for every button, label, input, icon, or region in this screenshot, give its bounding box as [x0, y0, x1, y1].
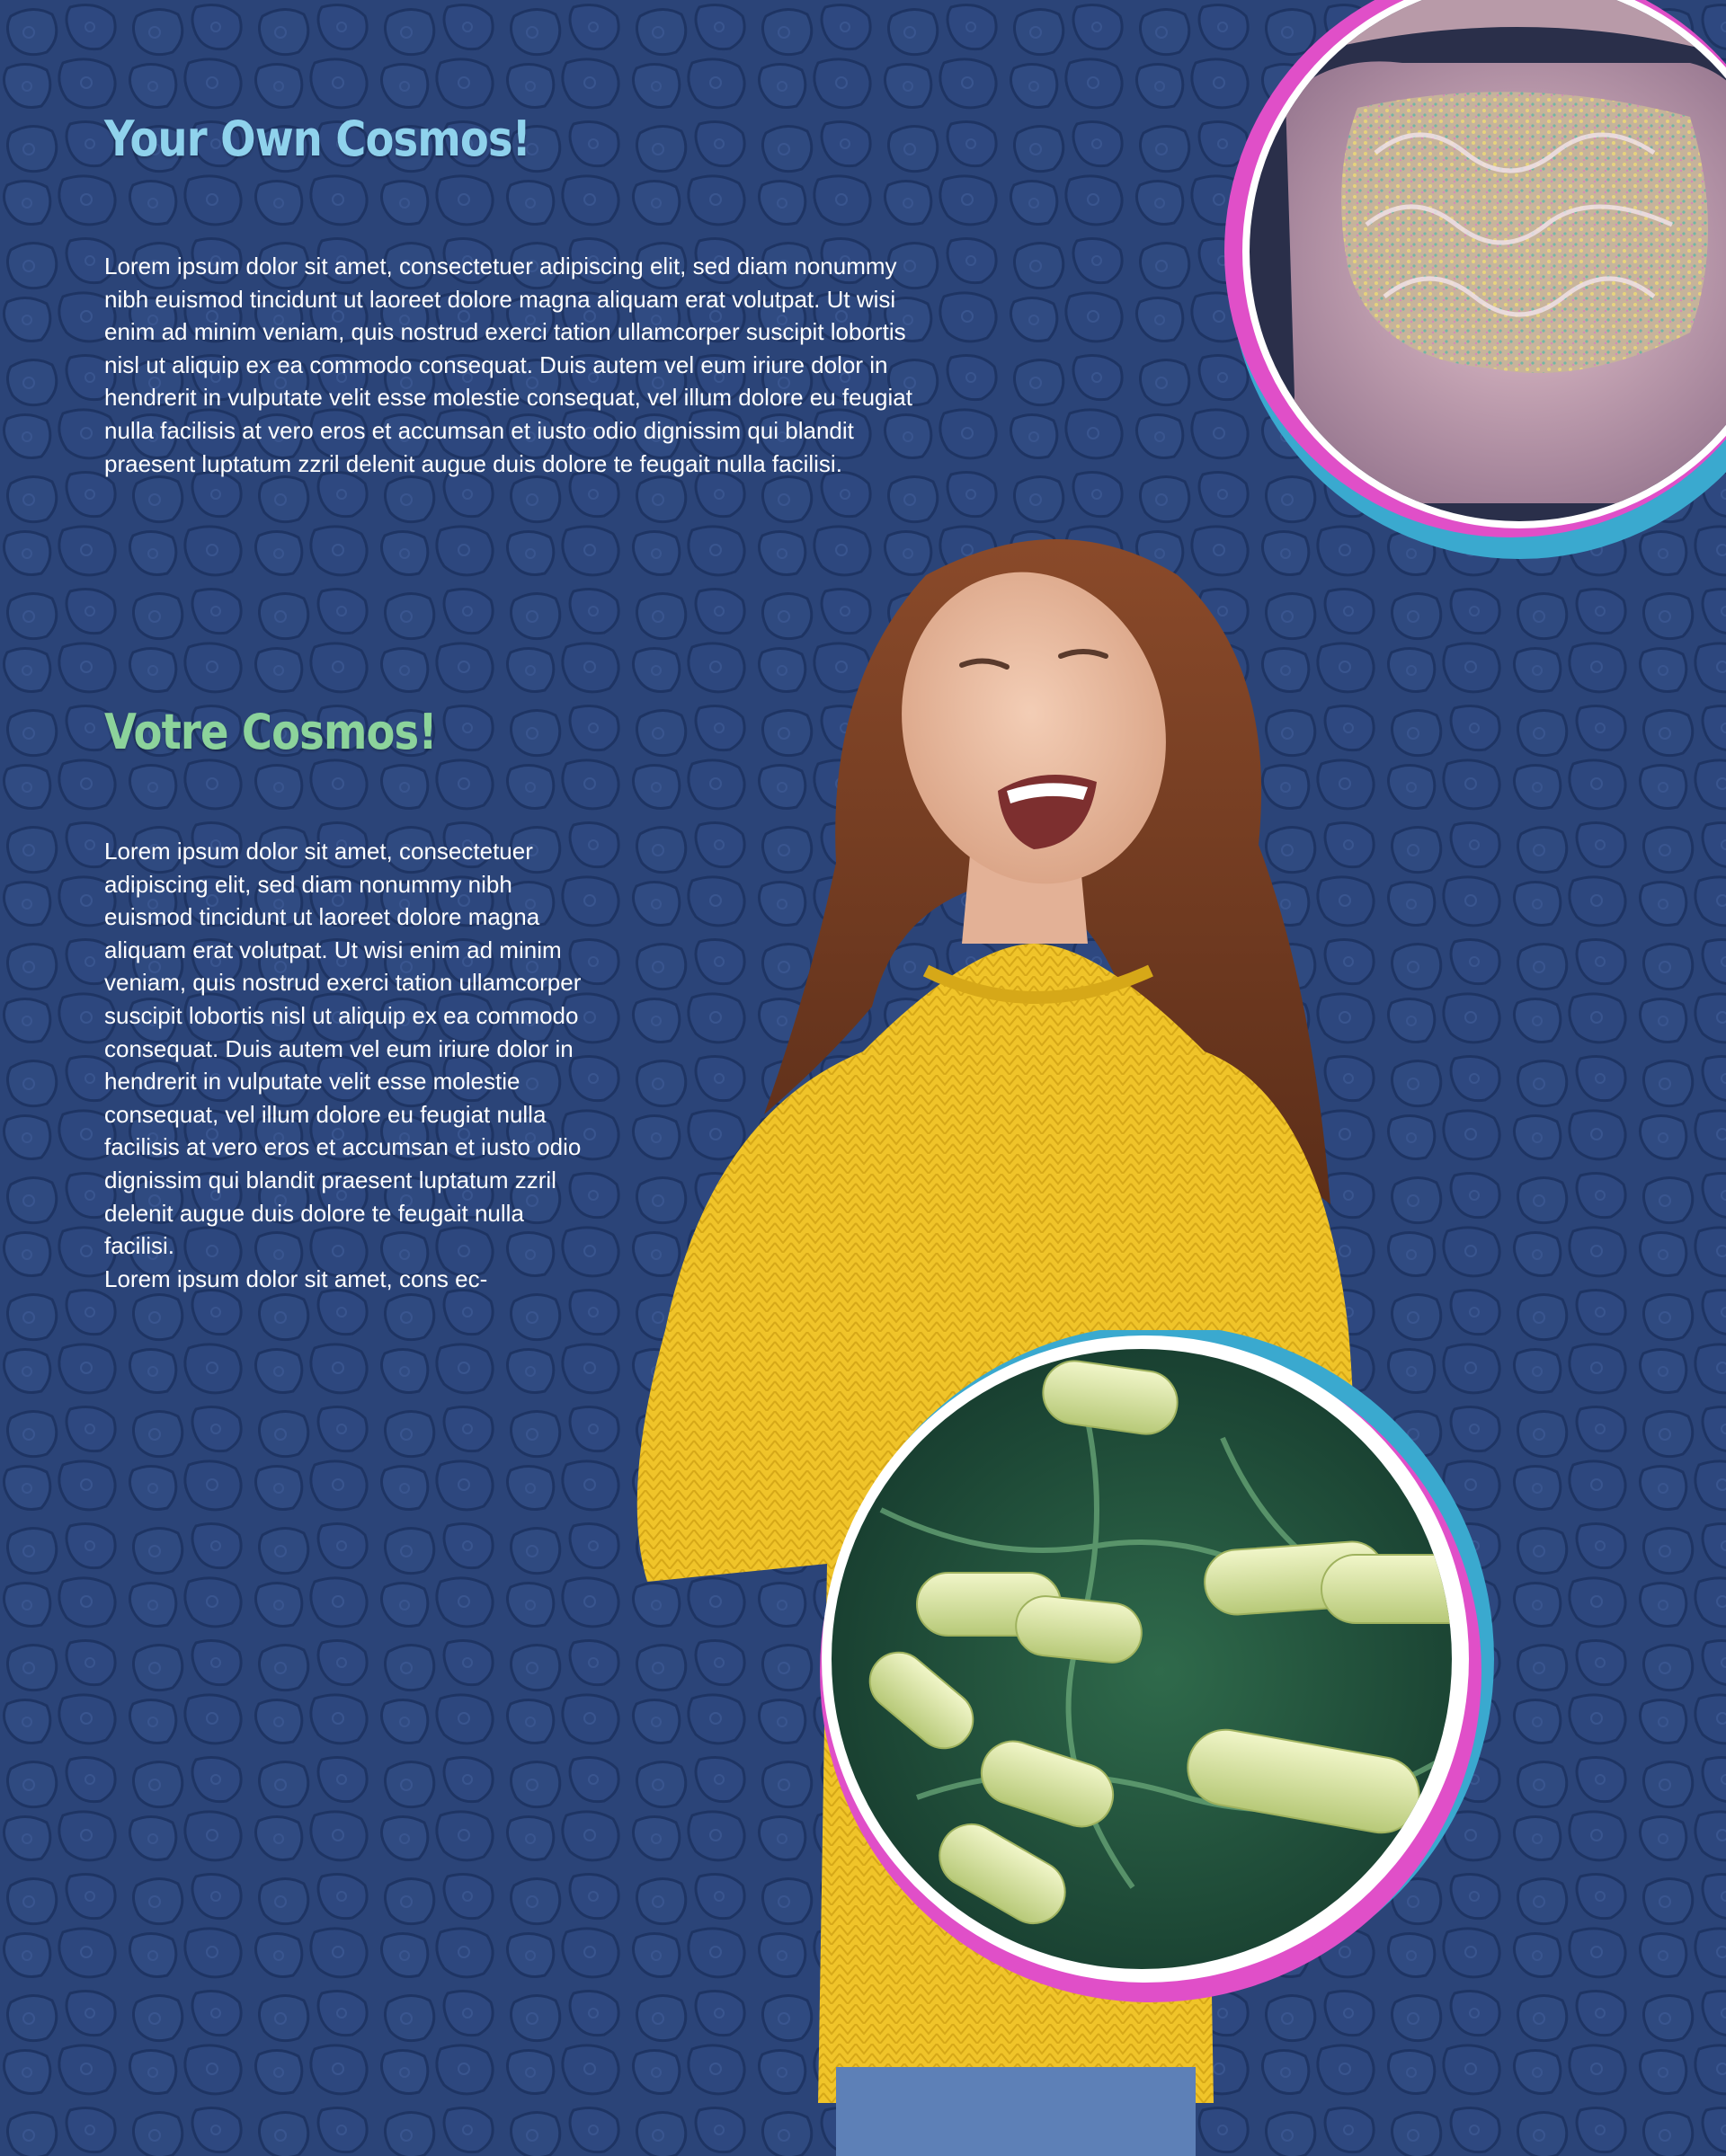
section-body-english: Lorem ipsum dolor sit amet, consectetuer adipiscing elit, sed diam nonummy nibh euismod tincidunt ut laoreet dolore magna aliquam erat volutpat. Ut wisi enim ad minim veniam, quis nostrud exerci tation ullamcorper suscipit lobortis nisl ut aliquip ex ea commodo consequat. Duis autem vel eum iriure dolor in hendrerit in vulputate velit esse molestie consequat, vel illum dolore eu feugiat nulla facilisis at vero eros et accumsan et iusto odio dignissim qui blandit praesent luptatum zzril delenit augue duis dolore te feugait nulla facilisi. — [104, 253, 912, 477]
section-heading-french: Votre Cosmos! — [104, 704, 437, 760]
intestine-illustration — [1223, 0, 1726, 575]
section-heading-english: Your Own Cosmos! — [104, 111, 531, 167]
bacteria-illustration — [809, 1330, 1510, 2013]
section-body-french: Lorem ipsum dolor sit amet, consectetuer adipiscing elit, sed diam nonummy nibh euismod tincidunt ut laoreet dolore magna aliquam erat volutpat. Ut wisi enim ad minim veniam, quis nostrud exerci tation ullamcorper suscipit lobortis nisl ut aliquip ex ea commodo consequat. Duis autem vel eum iriure dolor in hendrerit in vulputate velit esse molestie consequat, vel illum dolore eu feugiat nulla facilisis at vero eros et accumsan et iusto odio dignissim qui blandit praesent luptatum zzril delenit augue duis dolore te feugait nulla facilisi. Lorem ipsum dolor sit amet, cons ec- — [104, 838, 582, 1292]
